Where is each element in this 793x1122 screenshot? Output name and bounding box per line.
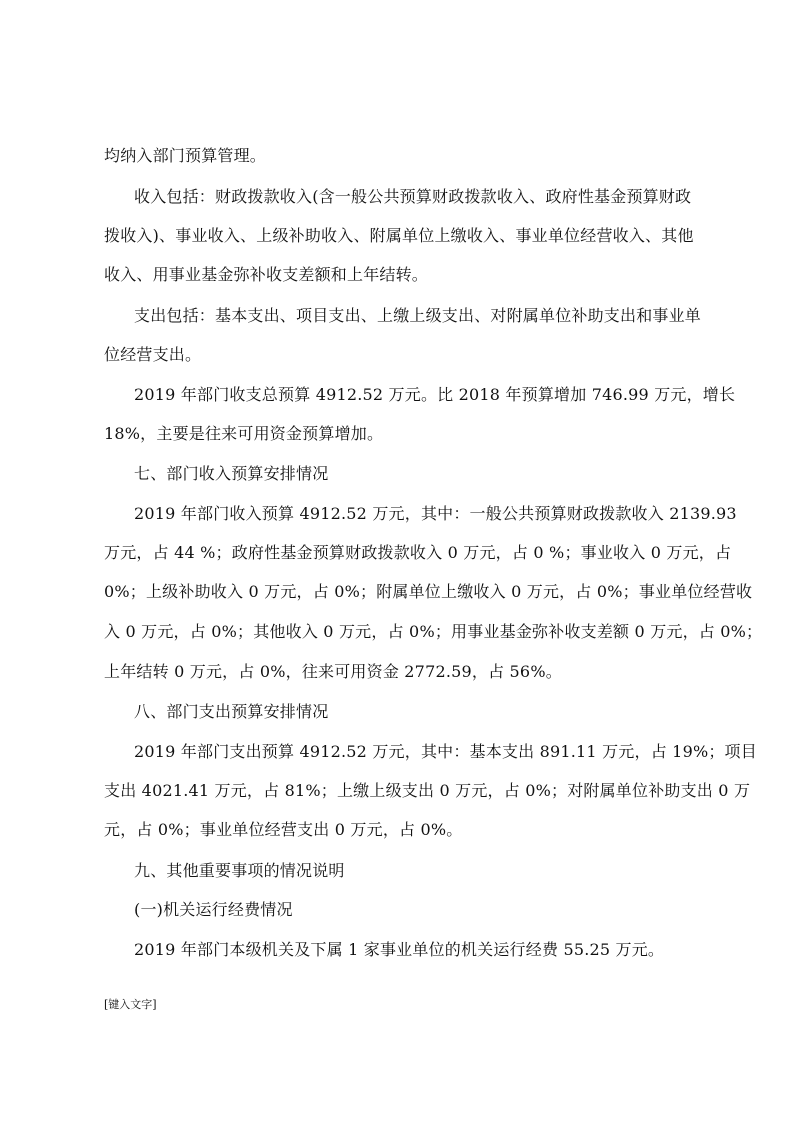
paragraph-line: 均纳入部门预算管理。 [104,146,267,165]
paragraph-line: 拨收入)、事业收入、上级补助收入、附属单位上缴收入、事业单位经营收入、其他 [104,226,694,245]
paragraph-line: 收入、用事业基金弥补收支差额和上年结转。 [104,265,429,284]
paragraph-line: 元，占 0%；事业单位经营支出 0 万元，占 0%。 [104,820,463,839]
paragraph-line: 万元，占 44 %；政府性基金预算财政拨款收入 0 万元，占 0 %；事业收入 0 万元，占 [104,543,732,562]
paragraph-line: 2019 年部门收入预算 4912.52 万元，其中：一般公共预算财政拨款收入 2139.93 [134,504,737,523]
section-heading: 九、其他重要事项的情况说明 [134,861,345,880]
paragraph-line: 2019 年部门本级机关及下属 1 家事业单位的机关运行经费 55.25 万元。 [134,940,665,959]
paragraph-line: 0%；上级补助收入 0 万元，占 0%；附属单位上缴收入 0 万元，占 0%；事业单位经营收 [104,582,753,601]
paragraph-line: 收入包括：财政拨款收入(含一般公共预算财政拨款收入、政府性基金预算财政 [134,187,692,206]
paragraph-line: 2019 年部门收支总预算 4912.52 万元。比 2018 年预算增加 746.99 万元，增长 [134,385,736,404]
paragraph-line: 支出包括：基本支出、项目支出、上缴上级支出、对附属单位补助支出和事业单 [134,306,702,325]
paragraph-line: 位经营支出。 [104,345,202,364]
paragraph-line: 18%，主要是往来可用资金预算增加。 [104,424,384,443]
paragraph-line: 入 0 万元，占 0%；其他收入 0 万元，占 0%；用事业基金弥补收支差额 0 万元，占 0%； [104,622,763,641]
subsection-heading: (一)机关运行经费情况 [134,900,293,919]
paragraph-line: 支出 4021.41 万元，占 81%；上缴上级支出 0 万元，占 0%；对附属单位补助支出 0 万 [104,781,751,800]
page-footer-placeholder: [键入文字] [104,998,157,1011]
section-heading: 七、部门收入预算安排情况 [134,464,329,483]
paragraph-line: 2019 年部门支出预算 4912.52 万元，其中：基本支出 891.11 万元，占 19%；项目 [134,742,757,761]
section-heading: 八、部门支出预算安排情况 [134,702,329,721]
paragraph-line: 上年结转 0 万元，占 0%，往来可用资金 2772.59，占 56%。 [104,662,562,681]
